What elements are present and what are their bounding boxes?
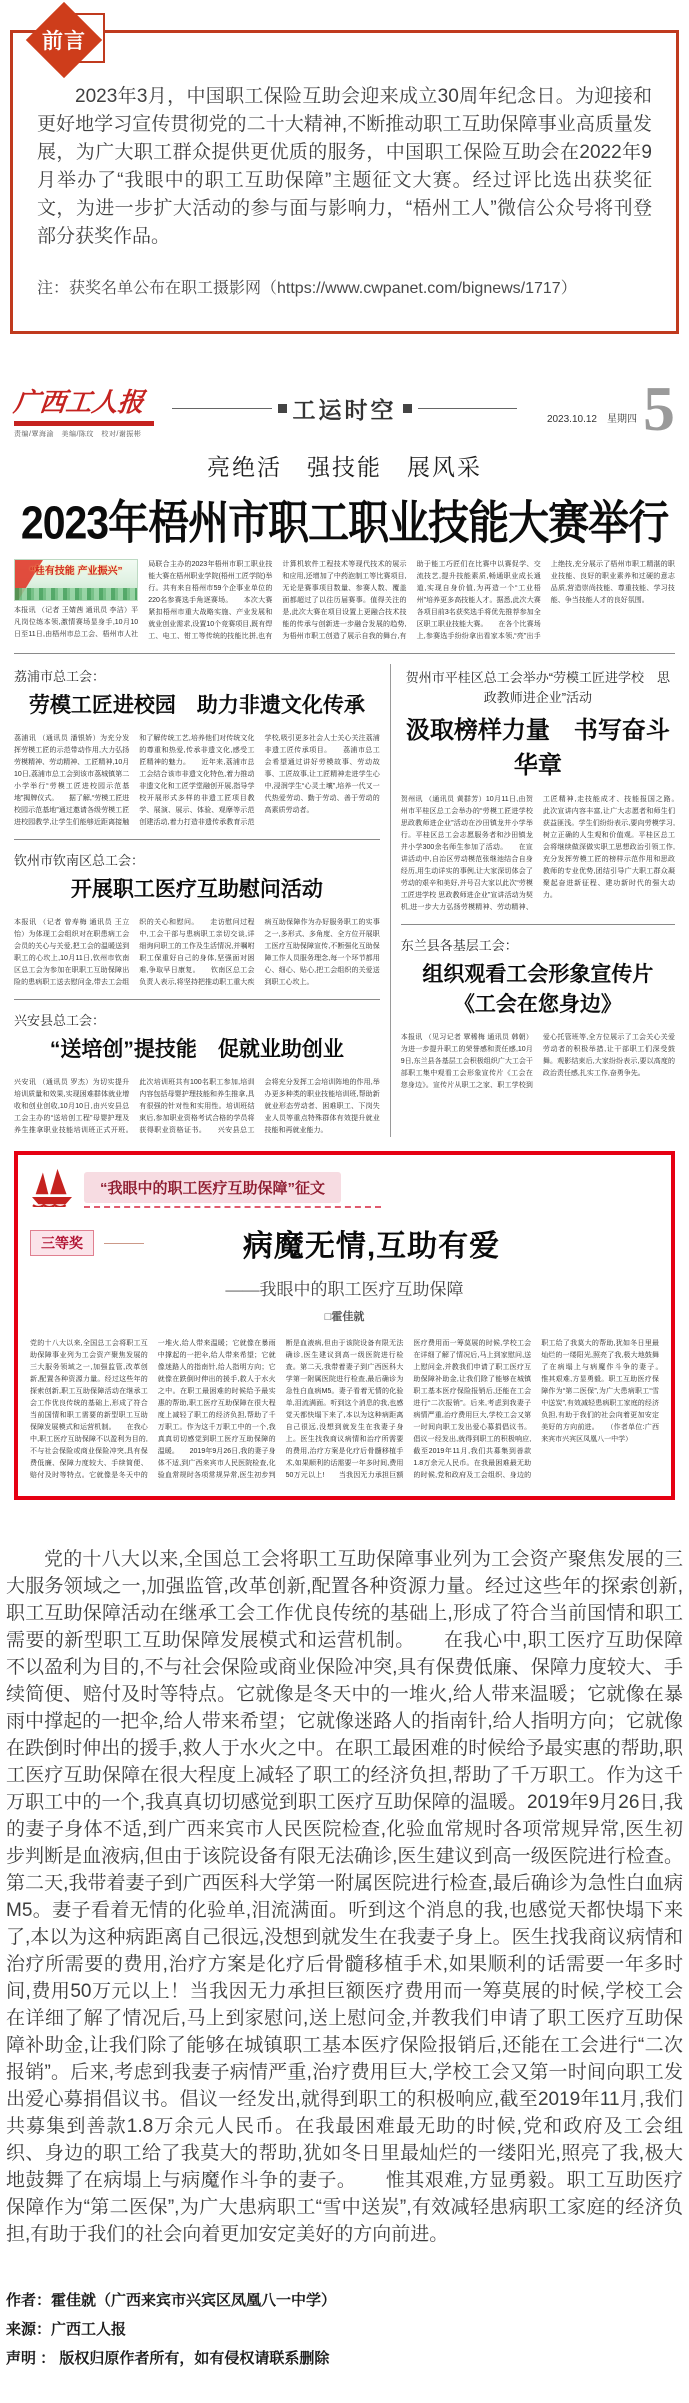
preface-note: 注：获奖名单公布在职工摄影网（https://www.cwpanet.com/bignews/1717） (37, 280, 577, 297)
middle-left-column (14, 664, 391, 1137)
article-hezhou-text: 贺州讯 （通讯员 黄群芳）10月11日,由贺州市平桂区总工会举办的“劳模工匠进学校 思政教师进企业”活动在沙田镇龙井小学举行。平桂区总工会志愿服务者和沙田镇龙井小学300余名师生参加了活动。 在宣讲活动中,自治区劳动模范张继池结合自身经历,用生动详实的事例,让大家深切体会了劳动的艰辛和美好,并号召大家以此次“劳模工匠进学校 思政教师进企业”宣讲活动为契机,进一步大力弘扬劳模精神、劳动精神、工匠精神,走技能成才、技能报国之路。 此次宣讲内容丰富,让广大志愿者和师生们获益匪浅。学生们纷纷表示,要向劳模学习,树立正确的人生观和价值观。平桂区总工会将继续做深做实职工思想政治引领工作,充分发挥劳模工匠的榜样示范作用和思政教师的专业优势,团结引导广大职工群众凝聚起奋进新征程、建功新时代的强大动力。 (400, 796, 689, 911)
article-qinzhou-headline: 开展职工医疗互助慰问活动 (70, 878, 323, 901)
article-qinzhou-columns (14, 917, 380, 989)
article-donglan-text: 本报讯 （见习记者 覃稀梅 通讯员 韩朝）为进一步提升职工的荣誉感和责任感,10月9日,东兰县各基层工会积极组织广大工会干部职工集中观看工会形象宣传片《工会在您身边》。宣传片从职工之家、职工学校到爱心托管班等,全方位展示了工会关心关爱劳动者的积极举措,让干部职工们深受鼓舞。观影结束后,大家纷纷表示,要以高度的政治责任感,扎实工作,奋勇争先。 (400, 1034, 675, 1089)
article-footer (6, 2286, 683, 2373)
newspaper-masthead (12, 373, 675, 444)
page-number: 5 (643, 373, 675, 444)
section-divider (401, 924, 675, 925)
logo-underline-bar (14, 421, 154, 426)
lead-kicker: 亮绝活 强技能 展风采 (207, 454, 482, 480)
award-badge: 三等奖 (30, 1230, 94, 1256)
lead-headline: 2023年梧州市职工职业技能大赛举行 (20, 497, 669, 549)
featured-author: □霍佳就 (324, 1311, 365, 1323)
essay-section (6, 1546, 683, 2248)
article-hezhou-kicker: 贺州市平桂区总工会举办“劳模工匠进学校 思政教师进企业”活动 (405, 670, 671, 705)
lead-article-columns (14, 559, 675, 643)
lead-article-text: 本报讯 （记者 王婧茜 通讯员 李洁）平凡岗位练本领,激情赛场显身手,10月10日至11日,由梧州市总工会、梧州市人社局联合主办的2023年梧州市职工职业技能大赛在梧州职业学院(梧州工匠学院)举行。共有来自梧州市59个企事业单位的220名参赛选手角逐赛场。 本次大赛紧扣梧州市重大战略实施、产业发展和就业创业需求,设置10个竞赛项目,既有焊工、电工、钳工等传统的技能比拼,也有计算机软件工程技术等现代技术的展示和应用,还增加了中药泡制工等比赛项目,无论是赛事项目数量、参赛人数、覆盖面都超过了以往历届赛事。值得关注的是,此次大赛在项目设置上更融合技术技能的传承与创新进一步融合发展的趋势,为梧州市职工创造了展示自我的舞台,有助于能工巧匠们在比赛中以赛促学、交流技艺,提升技能素质,畅通职业成长通道,实现自身价值,为再造一个“工业梧州”培养更多高技能人才。据悉,此次大赛各项目前3名获奖选手将优先推荐参加全区职工职业技能大赛。 在各个比赛场上,参赛选手纷纷拿出看家本领,“亮”出手上绝技,充分展示了梧州市职工精湛的职业技能、良好的职业素养和过硬的意志品质,营造崇尚技能、尊重技能、学习技能、争当技能人才的良好氛围。 (14, 561, 675, 640)
featured-essay-box (14, 1151, 675, 1500)
featured-title: 病魔无情,互助有爱 (242, 1230, 501, 1263)
section-marker-square (403, 404, 412, 413)
featured-banner-row (30, 1167, 659, 1207)
article-donglan (401, 935, 675, 1092)
preface-box (10, 30, 679, 334)
footer-statement-line: 声明 ： 版权归原作者所有，如有侵权请联系删除 (6, 2350, 330, 2367)
masthead-rule-right (418, 408, 518, 409)
article-donglan-columns (401, 1032, 675, 1092)
article-xingan-columns (14, 1077, 380, 1137)
footer-author-line: 作者：霍佳就（广西来宾市兴宾区凤凰八一中学） (6, 2292, 337, 2309)
issue-date: 2023.10.12 星期四 (546, 414, 637, 425)
editors-line: 责编/覃海渝 美编/陈玟 校对/谢振彬 (14, 431, 142, 438)
award-dash-line (104, 1243, 144, 1244)
essay-text: 党的十八大以来,全国总工会将职工互助保障事业列为工会资产聚焦发展的三大服务领域之一,加强监管,改革创新,配置各种资源力量。经过这些年的探索创新,职工互助保障活动在继承工会工作优良传统的基础上,形成了符合当前国情和职工需要的新型职工互助保障发展模式和运营机制。 在我心中,职工医疗互助保障不以盈利为目的,不与社会保险或商业保险冲突,具有保费低廉、保障力度较大、手续简便、赔付及时等特点。它就像是冬天中的一堆火,给人带来温暖；它就像在暴雨中撑起的一把伞,给人带来希望；它就像迷路人的指南针,给人指明方向；它就像在跌倒时伸出的援手,救人于水火之中。在职工最困难的时候给予最实惠的帮助,职工医疗互助保障在很大程度上减轻了职工的经济负担,帮助了千万职工。作为这千万职工中的一个,我真真切切感觉到职工医疗互助保障的温暖。2019年9月26日,我的妻子身体不适,到广西来宾市人民医院检查,化验血常规时各项常规异常,医生初步判断是血液病,但由于该院设备有限无法确诊,医生建议到高一级医院进行检查。第二天,我带着妻子到广西医科大学第一附属医院进行检查,最后确诊为急性白血病M5。妻子看着无情的化验单,泪流满面。听到这个消息的我,也感觉天都快塌下来了,本以为这种病距离自己很远,没想到就发生在我妻子身上。医生找我商议病情和治疗所需要的费用,治疗方案是化疗后骨髓移植手术,如果顺利的话需要一年多时间,费用50万元以上！当我因无力承担巨额医疗费用而一筹莫展的时候,学校工会在详细了解了情况后,马上到家慰问,送上慰问金,并教我们申请了职工医疗互助保障补助金,让我们除了能够在城镇职工基本医疗保险报销后,还能在工会进行“二次报销”。后来,考虑到我妻子病情严重,治疗费用巨大,学校工会又第一时间向职工发出爱心募捐倡议书。倡议一经发出,就得到职工的积极响应,截至2019年11月,我们共募集到善款1.8万余元人民币。在我最困难最无助的时候,党和政府及工会组织、身边的职工给了我莫大的帮助,犹如冬日里最灿烂的一缕阳光,照亮了我,极大地鼓舞了在病塌上与病魔作斗争的妻子。 惟其艰难,方显勇毅。职工互助医疗保障作为“第二医保”,为广大患病职工“雪中送炭”,有效减轻患病职工家庭的经济负担,有助于我们的社会向着更加安定美好的方向前进。 (6, 1549, 683, 2245)
article-qinzhou (14, 850, 380, 989)
article-lipu-text: 荔浦讯 （通讯员 潘银娇）为充分发挥劳模工匠的示范带动作用,大力弘扬劳模精神、劳动精神、工匠精神,10月10日,荔浦市总工会到该市荔城镇第二小学举行“劳模工匠进校园示范基地”揭牌仪式。 据了解,“劳模工匠进校园示范基地”通过邀请各级劳模工匠进校园教学,让学生们能够近距离接触和了解传统工艺,培养他们对传统文化的尊重和热爱,传承非遗文化,感受工匠精神的魅力。 近年来,荔浦市总工会结合该市非遗文化特色,着力推动非遗文化和工匠学堂融创开展,指导学校开展形式多样的非遗工匠项目教学、展演、展示、体验、观摩等示范创建活动,着力打造非遗传承教育示范学校,吸引更多社会人士关心关注荔浦非遗工匠传承项目。 荔浦市总工会希望通过讲好劳模故事、劳动故事、工匠故事,让工匠精神走进学生心中,浸润学生“心灵土壤”,培养一代又一代热爱劳动、勤于劳动、善于劳动的高素质劳动者。 (14, 735, 380, 826)
banner-figures-strip (15, 588, 137, 600)
preface-paragraph: 2023年3月，中国职工保险互助会迎来成立30周年纪念日。为迎接和更好地学习宣传贯彻党的二十大精神,不断推动职工互助保障事业高质量发展，为广大职工群众提供更优质的服务，中国职工保险互助会在2022年9月举办了“我眼中的职工互助保障”主题征文大赛。经过评比选出获奖征文，为进一步扩大活动的参与面与影响力，“梧州工人”微信公众号将刊登部分获奖作品。 (37, 86, 652, 247)
article-xingan-text: 兴安讯 （通讯员 罗杰）为切实提升培训质量和效果,实现困难群体就业增收和创业创收,10月10日,由兴安县总工会主办的“送培创工程”母婴护理及养生推拿职业技能培训班正式开班。 此次培训班共有100名职工参加,培训内容包括母婴护理技能和养生推拿,具有很强的针对性和实用性。培训班结束后,参加职业资格考试合格的学员将获得职业资格证书。 兴安县总工会将充分发挥工会培训阵地的作用,举办更多种类的职业技能培训班,帮助新就业形态劳动者、困难职工、下岗失业人员等重点特殊群体有效提升就业技能和再就业能力。 (14, 1079, 380, 1134)
section-marker-square (278, 404, 287, 413)
article-hezhou-headline: 汲取榜样力量 书写奋斗华章 (405, 717, 670, 779)
article-lipu-label: 荔浦市总工会： (14, 669, 106, 684)
newspaper-scan-image[interactable] (12, 373, 689, 1500)
skills-banner-image (14, 559, 138, 601)
article-xingan-label: 兴安县总工会： (14, 1013, 106, 1028)
featured-columns (30, 1338, 673, 1482)
masthead-rule-left (172, 408, 272, 409)
contest-banner-label: “我眼中的职工医疗互助保障”征文 (84, 1172, 341, 1203)
masthead-date-block (525, 373, 675, 444)
section-title-block (172, 392, 517, 439)
article-donglan-headline: 组织观看工会形象宣传片 《工会在您身边》 (422, 963, 654, 1016)
article-lipu (14, 666, 380, 829)
article-qinzhou-label: 钦州市钦南区总工会： (14, 853, 145, 868)
article-hezhou (400, 668, 689, 914)
featured-title-row (30, 1221, 659, 1265)
featured-subtitle: ——我眼中的职工医疗互助保障 (225, 1280, 464, 1299)
footer-source-line: 来源：广西工人报 (6, 2321, 127, 2338)
middle-right-column (391, 664, 689, 1137)
newspaper-middle-grid (14, 664, 689, 1137)
section-title: 工运时空 (292, 398, 397, 423)
article-xingan (14, 1010, 380, 1137)
featured-text: 党的十八大以来,全国总工会将职工互助保障事业列为工会资产聚焦发展的三大服务领域之一,加强监管,改革创新,配置各种资源力量。经过这些年的探索创新,职工互助保障活动在继承工会工作优良传统的基础上,形成了符合当前国情和职工需要的新型职工互助保障发展模式和运营机制。 在我心中,职工医疗互助保障不以盈利为目的,不与社会保险或商业保险冲突,具有保费低廉、保障力度较大、手续简便、赔付及时等特点。它就像是冬天中的一堆火,给人带来温暖；它就像在暴雨中撑起的一把伞,给人带来希望；它就像迷路人的指南针,给人指明方向；它就像在跌倒时伸出的援手,救人于水火之中。在职工最困难的时候给予最实惠的帮助,职工医疗互助保障在很大程度上减轻了职工的经济负担,帮助了千万职工。作为这千万职工中的一个,我真真切切感觉到职工医疗互助保障的温暖。 2019年9月26日,我的妻子身体不适,到广西来宾市人民医院检查,化验血常规时各项常规异常,医生初步判断是血液病,但由于该院设备有限无法确诊,医生建议到高一级医院进行检查。第二天,我带着妻子到广西医科大学第一附属医院进行检查,最后确诊为急性白血病M5。妻子看着无情的化验单,泪流满面。听到这个消息的我,也感觉天都快塌下来了,本以为这种病距离自己很远,没想到就发生在我妻子身上。医生找我商议病情和治疗所需要的费用,治疗方案是化疗后骨髓移植手术,如果顺利的话需要一年多时间,费用50万元以上! 当我因无力承担巨额医疗费用而一筹莫展的时候,学校工会在详细了解了情况后,马上到家慰问,送上慰问金,并教我们申请了职工医疗互助保障补助金,让我们除了能够在城镇职工基本医疗保险报销后,还能在工会进行“二次报销”。后来,考虑到我妻子病情严重,治疗费用巨大,学校工会又第一时间向职工发出爱心募捐倡议书。倡议一经发出,就得到职工的积极响应,截至2019年11月,我们共募集到善款1.8万余元人民币。在我最困难最无助的时候,党和政府及工会组织、身边的职工给了我莫大的帮助,犹如冬日里最灿烂的一缕阳光,照亮了我,极大地鼓舞了在病塌上与病魔作斗争的妻子。 惟其艰难,方显勇毅。职工互助医疗保障作为“第二医保”,为广大患病职工“雪中送炭”,有效减轻患病职工家庭的经济负担,有助于我们的社会向着更加安定美好的方向前进。 （作者单位:广西来宾市兴宾区凤凰八一中学） (30, 1340, 673, 1479)
newspaper-logo-block (14, 382, 164, 439)
preface-badge-label: 前言 (42, 30, 86, 53)
section-divider (14, 839, 380, 840)
section-divider (14, 999, 380, 1000)
sail-boat-icon (30, 1167, 74, 1207)
article-qinzhou-text: 本报讯 （记者 曾寿梅 通讯员 王立怡）为体现工会组织对在职患病工会会员的关心与关爱,把工会的温暖送到职工的心坎上,10月11日,钦州市钦南区总工会为参加在职职工互助保障出险的患病职工送去慰问金,带去工会组织的关心和慰问。 走访慰问过程中,工会干部与患病职工亲切交谈,详细询问职工的工作及生活情况,并嘱咐职工保重好自己的身体,坚强面对困难,争取早日康复。 钦南区总工会负责人表示,将坚持把推动职工重大疾病互助保障作为办好服务职工的实事之一,多形式、多角度、全方位开展职工医疗互助保障宣传,不断强化互助保障工作人员服务理念,每一个环节都用心、细心、贴心,把工会组织的关爱送到职工心坎上。 (14, 919, 380, 986)
article-donglan-label: 东兰县各基层工会： (400, 938, 518, 953)
banner-slogan: “桂有技能 产业振兴” (29, 566, 123, 577)
article-lipu-headline: 劳模工匠进校园 助力非遗文化传承 (28, 694, 365, 717)
section-divider (14, 653, 675, 654)
article-xingan-headline: “送培创”提技能 促就业助创业 (49, 1038, 344, 1061)
article-hezhou-columns (400, 794, 689, 914)
newspaper-logo: 广西工人报 (12, 388, 146, 417)
preface-badge (33, 9, 103, 79)
article-lipu-columns (14, 733, 380, 829)
